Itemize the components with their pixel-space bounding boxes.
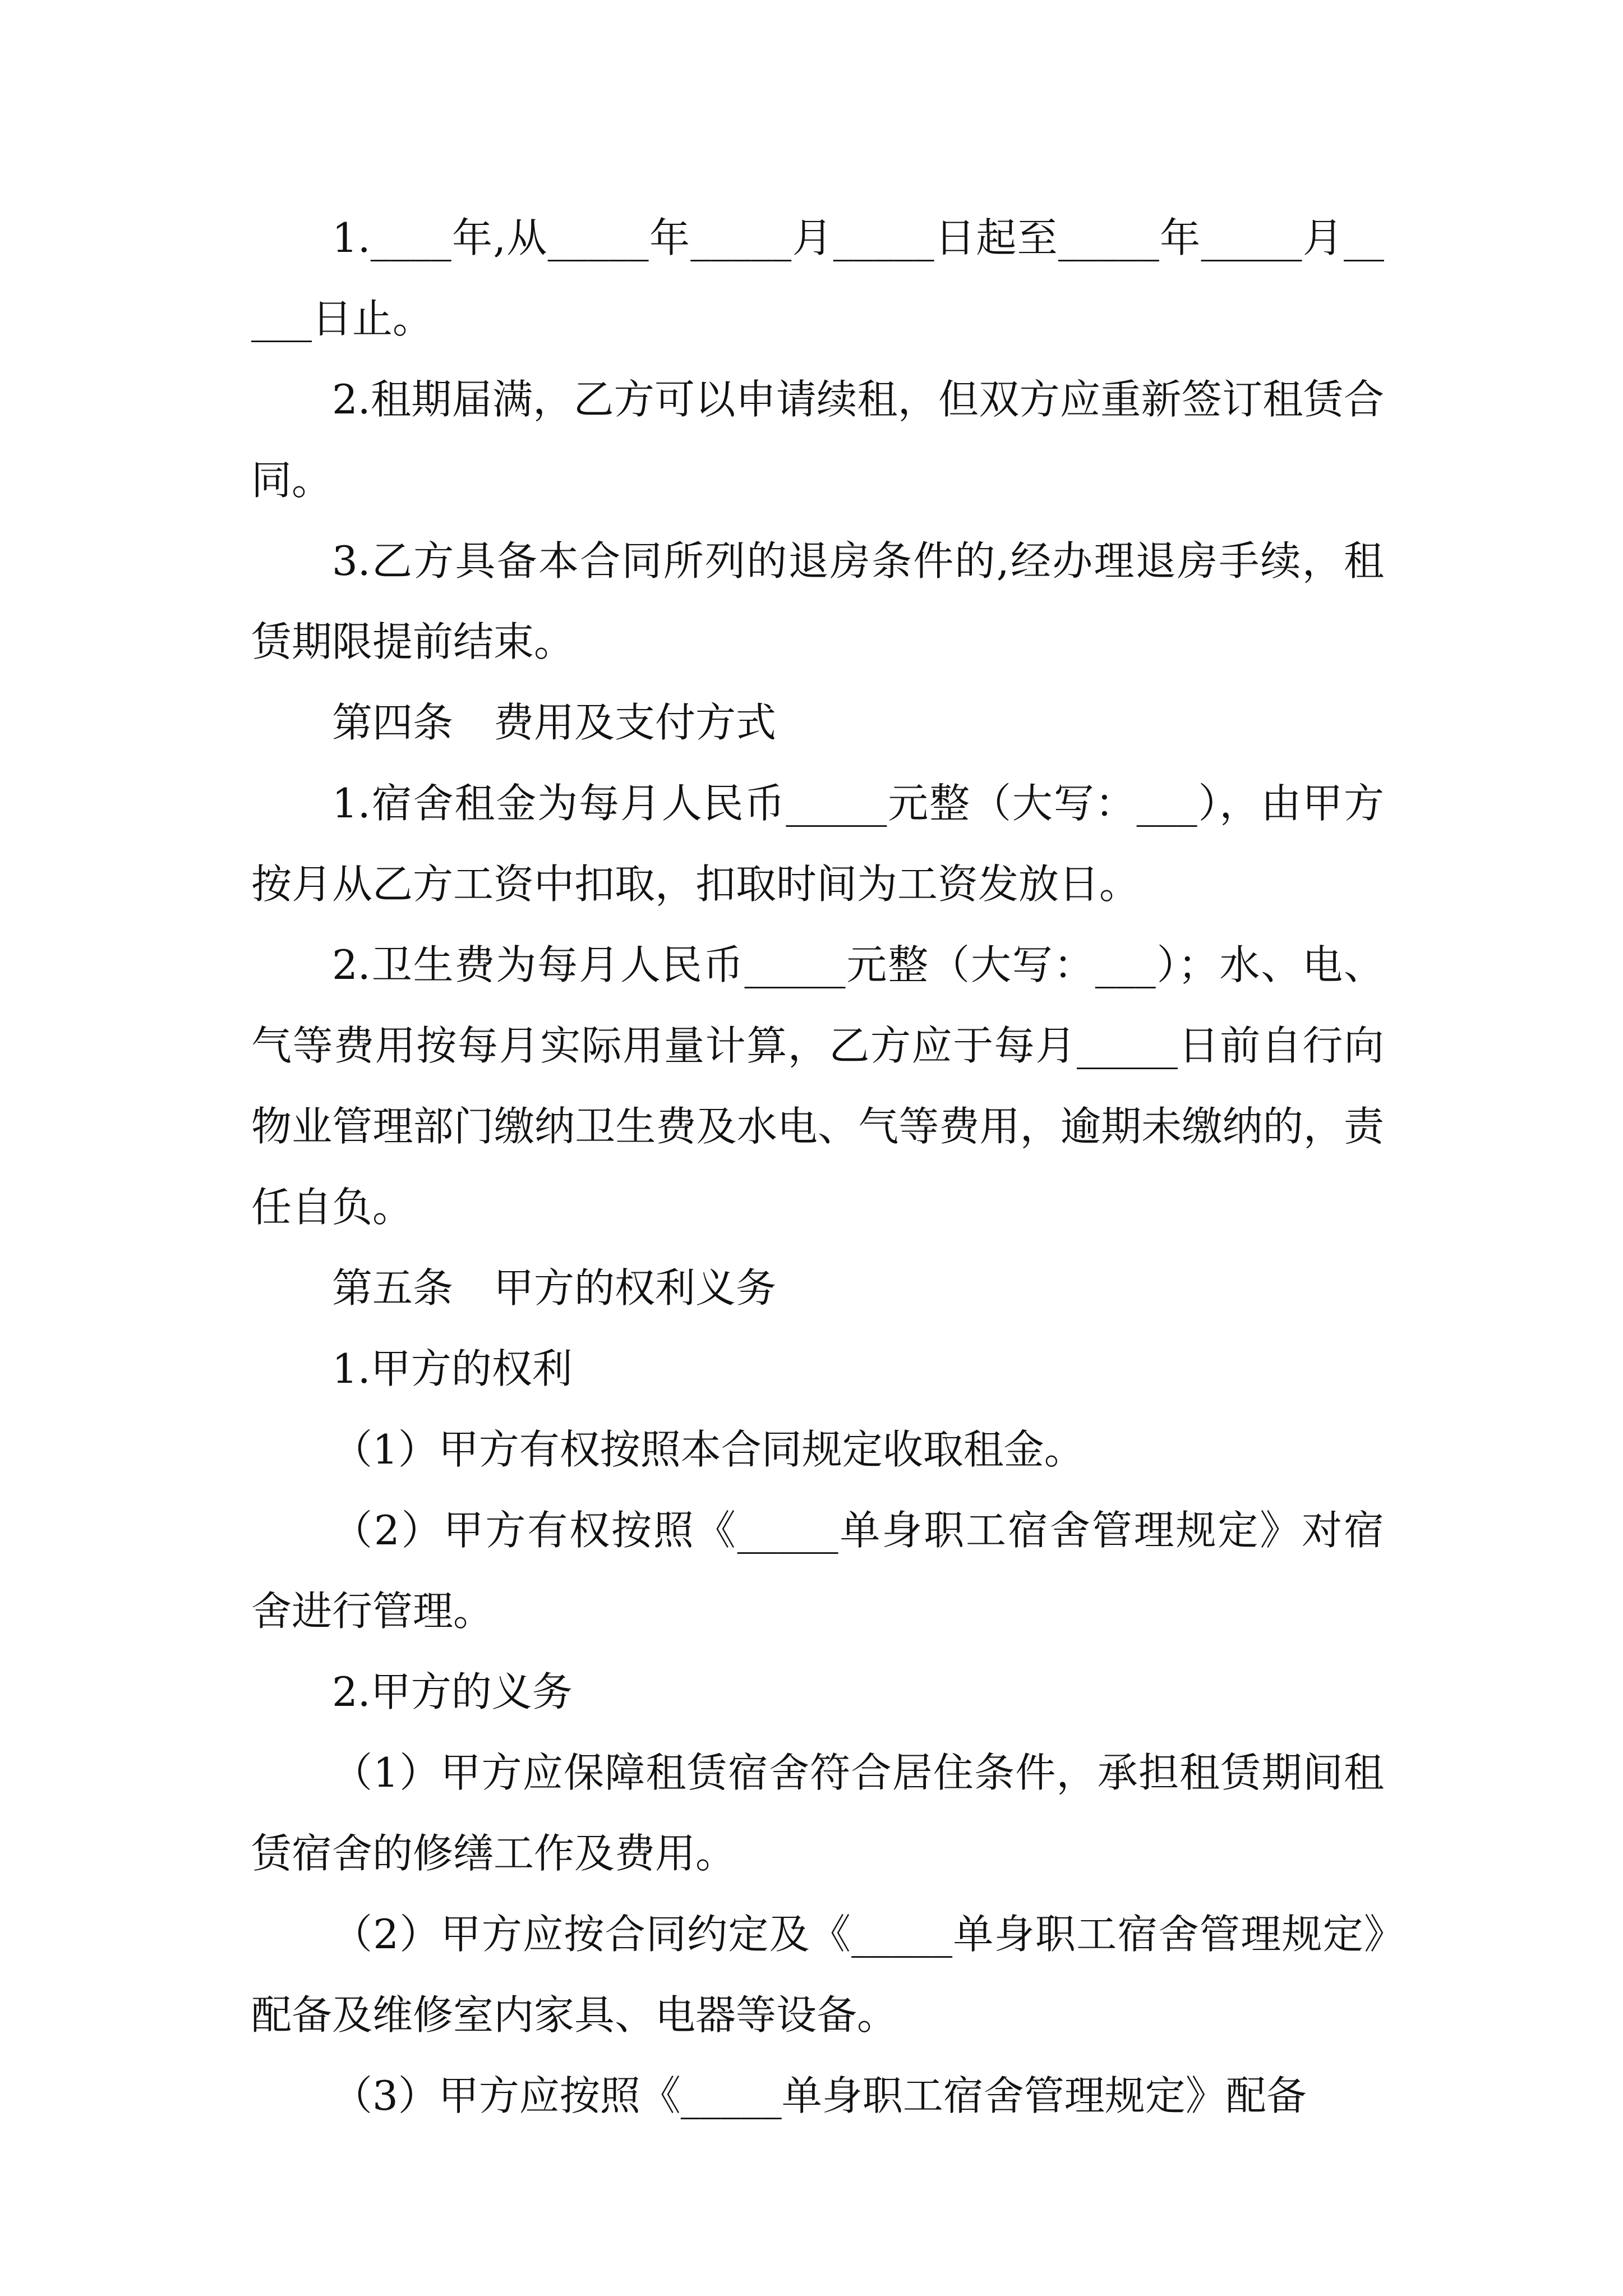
- lease-term-clause-2: 2.租期届满，乙方可以申请续租，但双方应重新签订租赁合同。: [251, 376, 1384, 504]
- duty-item-2: （2）甲方应按合同约定及《_____单身职工宿舍管理规定》配备及维修室内家具、电器等设备。: [251, 1911, 1384, 2039]
- fee-clause-2: 2.卫生费为每月人民币_____元整（大写：___）；水、电、气等费用按每月实际用量计算，乙方应于每月_____日前自行向物业管理部门缴纳卫生费及水电、气等费用，逾期未缴纳的，责任自负。: [251, 941, 1384, 1231]
- duty-item-1: （1）甲方应保障租赁宿舍符合居住条件，承担租赁期间租赁宿舍的修缮工作及费用。: [251, 1749, 1384, 1877]
- duties-heading: 2.甲方的义务: [332, 1668, 573, 1715]
- right-item-1: （1）甲方有权按照本合同规定收取租金。: [332, 1426, 1085, 1473]
- duty-item-3: （3）甲方应按照《_____单身职工宿舍管理规定》配备: [332, 2072, 1307, 2119]
- article-5-heading: 第五条 甲方的权利义务: [332, 1264, 777, 1312]
- article-4-heading: 第四条 费用及支付方式: [332, 699, 777, 746]
- rights-heading: 1.甲方的权利: [332, 1345, 573, 1392]
- fee-clause-1: 1.宿舍租金为每月人民币_____元整（大写：___），由甲方按月从乙方工资中扣取，扣取时间为工资发放日。: [251, 780, 1384, 908]
- right-item-2: （2）甲方有权按照《_____单身职工宿舍管理规定》对宿舍进行管理。: [251, 1507, 1384, 1635]
- lease-term-clause-3: 3.乙方具备本合同所列的退房条件的,经办理退房手续，租赁期限提前结束。: [251, 537, 1384, 665]
- lease-term-clause-1: 1.____年,从_____年_____月_____日起至_____年_____月_____日止。: [251, 214, 1384, 342]
- contract-body: [251, 197, 1384, 2136]
